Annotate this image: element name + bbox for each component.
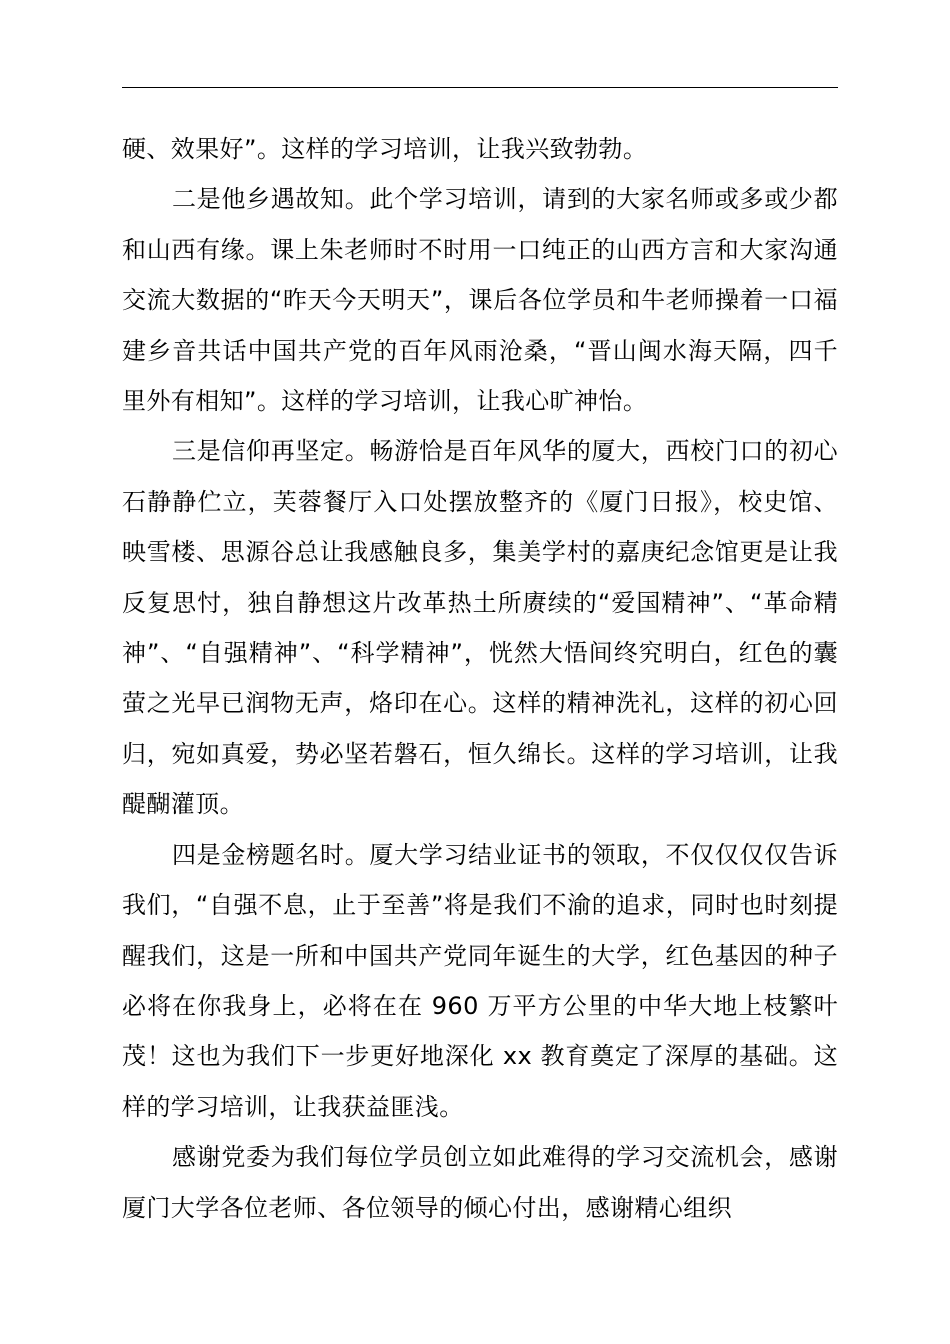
paragraph-continuation: 硬、效果好”。这样的学习培训，让我兴致勃勃。 xyxy=(122,135,648,163)
paragraph-thanks: 感谢党委为我们每位学员创立如此难得的学习交流机会，感谢厦门大学各位老师、各位领导的倾心付出，感谢精心组织 xyxy=(122,1143,838,1222)
paragraph-point-three: 三是信仰再坚定。畅游恰是百年风华的厦大，西校门口的初心石静静伫立，芙蓉餐厅入口处摆放整齐的《厦门日报》，校史馆、映雪楼、思源谷总让我感触良多，集美学村的嘉庚纪念馆更是让我反复思忖，独自静想这片改革热土所赓续的“爱国精神”、“革命精神”、“自强精神”、“科学精神”，恍然大悟间终究明白，红色的囊萤之光早已润物无声，烙印在心。这样的精神洗礼，这样的初心回归，宛如真爱，势必坚若磐石，恒久绵长。这样的学习培训，让我醍醐灌顶。 xyxy=(122,437,838,819)
document-body xyxy=(122,124,838,1233)
paragraph-point-two: 二是他乡遇故知。此个学习培训，请到的大家名师或多或少都和山西有缘。课上朱老师时不时用一口纯正的山西方言和大家沟通交流大数据的“昨天今天明天”，课后各位学员和牛老师操着一口福建乡音共话中国共产党的百年风雨沧桑，“晋山闽水海天隔，四千里外有相知”。这样的学习培训，让我心旷神怡。 xyxy=(122,185,838,416)
header-rule xyxy=(122,87,838,88)
paragraph-point-four: 四是金榜题名时。厦大学习结业证书的领取，不仅仅仅仅告诉我们，“自强不息，止于至善”将是我们不渝的追求，同时也时刻提醒我们，这是一所和中国共产党同年诞生的大学，红色基因的种子必将在你我身上，必将在在 960 万平方公里的中华大地上枝繁叶茂！这也为我们下一步更好地深化 xx 教育奠定了深厚的基础。这样的学习培训，让我获益匪浅。 xyxy=(122,840,838,1121)
